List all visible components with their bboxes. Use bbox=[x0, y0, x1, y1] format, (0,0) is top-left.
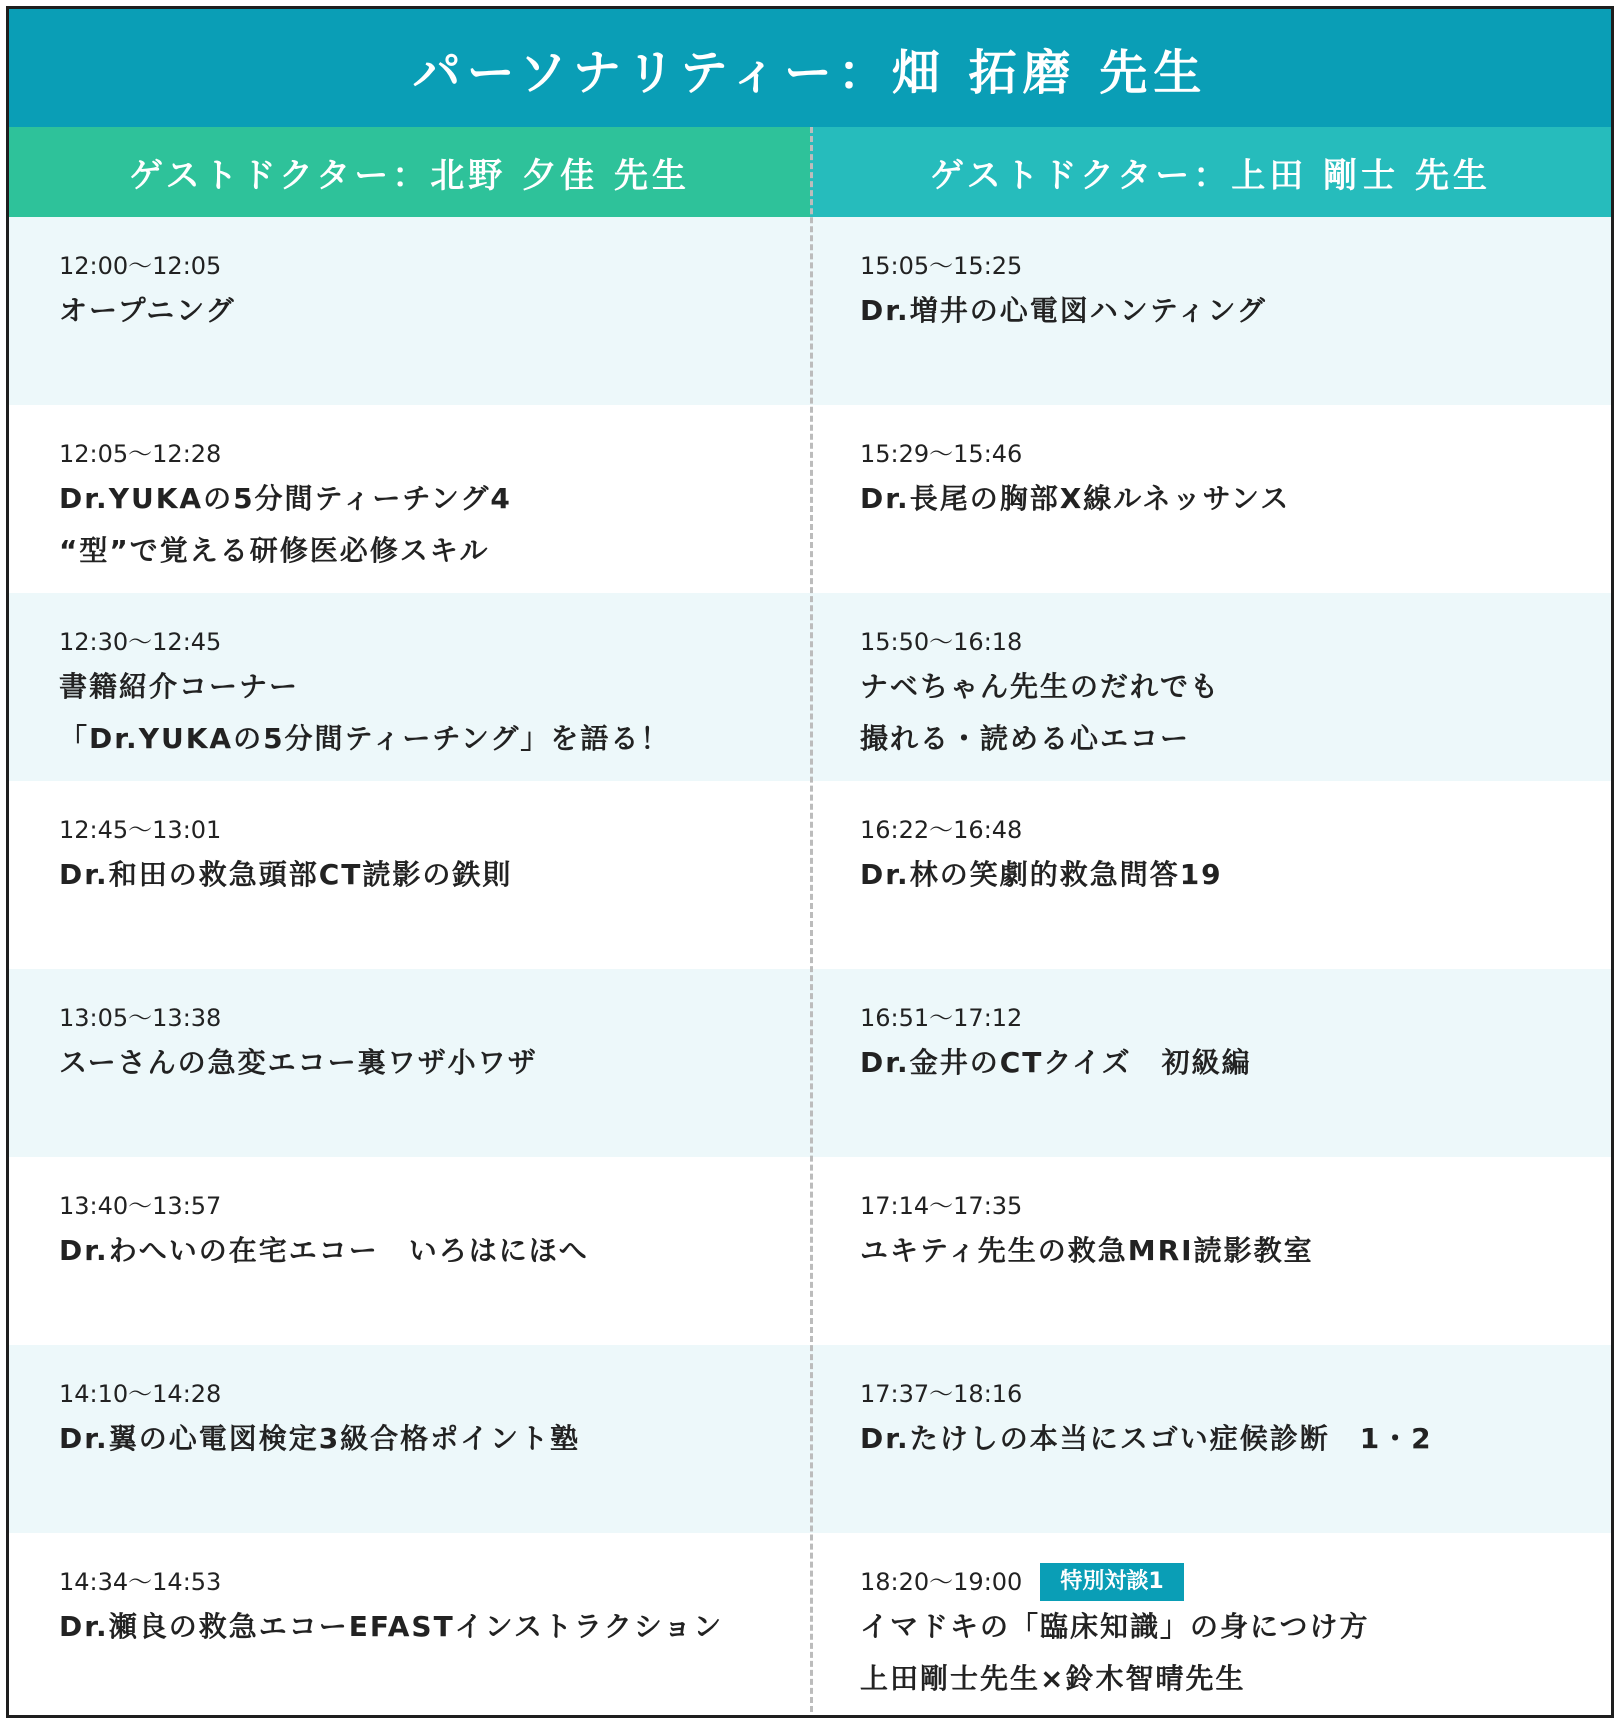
session-time bbox=[860, 439, 1611, 469]
title-line: “型”で覚える研修医必修スキル bbox=[59, 534, 490, 567]
session-row bbox=[810, 781, 1611, 969]
session-row bbox=[810, 217, 1611, 405]
session-row bbox=[9, 1345, 810, 1533]
session-title bbox=[59, 1225, 810, 1277]
time-text: 18:20〜19:00 bbox=[860, 1568, 1023, 1596]
time-text: 16:51〜17:12 bbox=[860, 1004, 1023, 1032]
title-line: 撮れる・読める心エコー bbox=[860, 722, 1191, 755]
session-title bbox=[59, 661, 810, 765]
session-time bbox=[59, 815, 810, 845]
title-line: Dr.和田の救急頭部CT読影の鉄則 bbox=[59, 858, 513, 891]
session-row bbox=[9, 593, 810, 781]
title-line: 上田剛士先生×鈴木智晴先生 bbox=[860, 1662, 1246, 1695]
title-line: Dr.林の笑劇的救急問答19 bbox=[860, 858, 1223, 891]
title-line: ユキティ先生の救急MRI読影教室 bbox=[860, 1234, 1314, 1267]
session-title bbox=[59, 473, 810, 577]
session-row bbox=[9, 1157, 810, 1345]
time-text: 15:50〜16:18 bbox=[860, 628, 1023, 656]
left-column bbox=[9, 127, 810, 1718]
session-row bbox=[9, 217, 810, 405]
session-title bbox=[860, 661, 1611, 765]
title-line: Dr.瀬良の救急エコーEFASTインストラクション bbox=[59, 1610, 724, 1643]
time-text: 12:00〜12:05 bbox=[59, 252, 222, 280]
column-divider bbox=[810, 127, 813, 1718]
session-time bbox=[59, 1379, 810, 1409]
session-time bbox=[860, 1379, 1611, 1409]
special-talk-badge: 特別対談1 bbox=[1040, 1563, 1183, 1601]
time-text: 13:05〜13:38 bbox=[59, 1004, 222, 1032]
left-column-heading: ゲストドクター：北野 夕佳 先生 bbox=[9, 127, 810, 217]
session-row bbox=[810, 593, 1611, 781]
session-row bbox=[810, 1345, 1611, 1533]
time-text: 17:14〜17:35 bbox=[860, 1192, 1023, 1220]
session-time bbox=[860, 627, 1611, 657]
time-text: 12:45〜13:01 bbox=[59, 816, 222, 844]
session-title bbox=[860, 849, 1611, 901]
session-title bbox=[860, 1413, 1611, 1465]
title-line: Dr.YUKAの5分間ティーチング4 bbox=[59, 482, 512, 515]
time-text: 17:37〜18:16 bbox=[860, 1380, 1023, 1408]
session-time bbox=[860, 1003, 1611, 1033]
time-text: 13:40〜13:57 bbox=[59, 1192, 222, 1220]
session-title bbox=[860, 473, 1611, 525]
session-time bbox=[59, 627, 810, 657]
session-row bbox=[810, 405, 1611, 593]
title-line: Dr.金井のCTクイズ 初級編 bbox=[860, 1046, 1252, 1079]
session-time bbox=[59, 1003, 810, 1033]
title-line: 書籍紹介コーナー bbox=[59, 670, 300, 703]
session-title bbox=[860, 1037, 1611, 1089]
session-time bbox=[59, 251, 810, 281]
session-time bbox=[860, 815, 1611, 845]
session-row bbox=[9, 1533, 810, 1718]
session-row bbox=[9, 969, 810, 1157]
session-title bbox=[59, 1037, 810, 1089]
time-text: 14:10〜14:28 bbox=[59, 1380, 222, 1408]
session-time bbox=[860, 251, 1611, 281]
title-line: 「Dr.YUKAの5分間ティーチング」を語る！ bbox=[59, 722, 671, 755]
title-line: イマドキの「臨床知識」の身につけ方 bbox=[860, 1610, 1370, 1643]
session-row bbox=[9, 405, 810, 593]
session-row bbox=[810, 1533, 1611, 1718]
schedule-columns bbox=[9, 127, 1611, 1718]
time-text: 15:05〜15:25 bbox=[860, 252, 1023, 280]
session-time bbox=[860, 1567, 1611, 1597]
title-line: スーさんの急変エコー裏ワザ小ワザ bbox=[59, 1046, 538, 1079]
title-line: Dr.たけしの本当にスゴい症候診断 1・2 bbox=[860, 1422, 1433, 1455]
time-text: 15:29〜15:46 bbox=[860, 440, 1023, 468]
right-column bbox=[810, 127, 1611, 1718]
session-title bbox=[860, 1225, 1611, 1277]
title-line: Dr.増井の心電図ハンティング bbox=[860, 294, 1267, 327]
session-title bbox=[59, 1413, 810, 1465]
title-line: Dr.長尾の胸部X線ルネッサンス bbox=[860, 482, 1291, 515]
session-row bbox=[810, 1157, 1611, 1345]
title-line: ナベちゃん先生のだれでも bbox=[860, 670, 1221, 703]
page-title: パーソナリティー：畑 拓磨 先生 bbox=[9, 9, 1611, 127]
time-text: 14:34〜14:53 bbox=[59, 1568, 222, 1596]
session-time bbox=[860, 1191, 1611, 1221]
schedule-frame bbox=[6, 6, 1614, 1718]
session-time bbox=[59, 1567, 810, 1597]
session-title bbox=[860, 1601, 1611, 1705]
right-column-heading: ゲストドクター：上田 剛士 先生 bbox=[810, 127, 1611, 217]
title-line: Dr.翼の心電図検定3級合格ポイント塾 bbox=[59, 1422, 581, 1455]
title-line: オープニング bbox=[59, 294, 236, 327]
title-line: Dr.わへいの在宅エコー いろはにほへ bbox=[59, 1234, 589, 1267]
session-title bbox=[59, 1601, 810, 1653]
session-title bbox=[59, 285, 810, 337]
time-text: 12:05〜12:28 bbox=[59, 440, 222, 468]
session-title bbox=[860, 285, 1611, 337]
session-row bbox=[810, 969, 1611, 1157]
time-text: 16:22〜16:48 bbox=[860, 816, 1023, 844]
time-text: 12:30〜12:45 bbox=[59, 628, 222, 656]
session-time bbox=[59, 1191, 810, 1221]
session-time bbox=[59, 439, 810, 469]
session-title bbox=[59, 849, 810, 901]
session-row bbox=[9, 781, 810, 969]
